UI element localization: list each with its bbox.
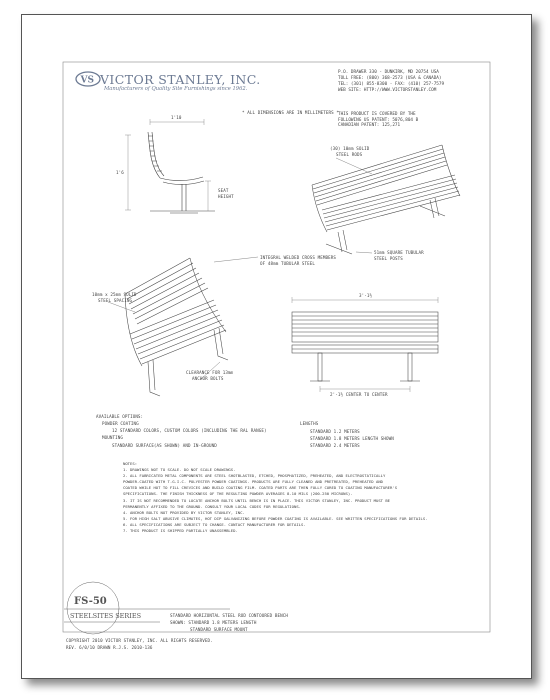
rods-callout: (30) 10mm SOLID (330, 146, 370, 151)
cross-members-callout: OF 48mm TUBULAR STEEL (260, 261, 316, 266)
seat-height-label: HEIGHT (218, 194, 234, 199)
patent-block (338, 112, 418, 129)
length-item: STANDARD 2.4 METERS (310, 443, 360, 448)
length-item: STANDARD 1.2 METERS (310, 429, 360, 434)
contact-line: TEL: (301) 855-8300 - FAX: (410) 257-7579 (338, 82, 445, 88)
side-view-diagram (125, 119, 215, 213)
lengths-heading: LENGTHS (300, 421, 319, 426)
patent-line: FOLLOWING US PATENT: 5076,804 B (338, 117, 419, 123)
note-item: SPECIFICATIONS. THE FINISH THICKNESS OF THE RESULTING POWDER AVERAGES 8-10 MILS (200-250 MICRONS). (123, 491, 353, 497)
posts-callout: 51mm SQUARE TUBULAR (374, 250, 424, 255)
svg-text:VS: VS (80, 75, 94, 86)
note-item: 2. ALL FABRICATED METAL COMPONENTS ARE STEEL SHOTBLASTED, ETCHED, PHOSPHATIZED, PREHEATED, AND ELECTROSTATICALLY (123, 473, 386, 479)
note-item: 5. FOR HIGH SALT ABUSIVE CLIMATES, HOT DIP GALVANIZING BEFORE POWDER COATING IS AVAILABLE. SEE WRITTEN SPECIFICATIONS FOR DETAILS. (123, 515, 428, 521)
posts-callout: STEEL POSTS (374, 256, 403, 261)
description-line: STANDARD HORIZONTAL STEEL ROD CONTOURED BENCH (170, 613, 288, 618)
contact-block (338, 70, 444, 94)
model-number: FS-50 (74, 596, 107, 607)
side-height-dimension: 1'6 (116, 170, 124, 175)
note-item: PERMANENTLY AFFIXED TO THE GROUND. CONSULT YOUR LOCAL CODES FOR REGULATIONS. (123, 503, 302, 509)
contact-line: P.O. DRAWER 330 - DUNKIRK, MD 20754 USA (338, 70, 439, 75)
mounting-heading: MOUNTING (102, 435, 123, 440)
cross-members-callout: INTEGRAL WELDED CROSS MEMBERS (260, 255, 337, 260)
mounting-detail: STANDARD SURFACE(AS SHOWN) AND IN-GROUND (112, 443, 217, 448)
spacing-callout: 10mm x 25mm SOLID (92, 292, 137, 297)
center-dimension: 2'-1½ CENTER TO CENTER (330, 392, 388, 397)
drawing-frame (63, 62, 490, 632)
note-item: 7. THIS PRODUCT IS SHIPPED PARTIALLY UNASSEMBLED. (123, 528, 238, 534)
notes-section (123, 461, 428, 534)
spacing-callout: STEEL SPACING (98, 298, 133, 303)
series-name: STEELSITES SERIES (70, 612, 142, 620)
note-item: POWDER-COATED WITH T.G.I.C. POLYESTER POWDER COATINGS. PRODUCTS ARE FULLY CLEANED AND PRETREATED, PREHEATED AND (123, 479, 384, 485)
contact-line: TOLL FREE: (800) 368-2573 (USA & CANADA) (338, 76, 442, 82)
rods-callout: STEEL RODS (336, 152, 363, 157)
description-line: STANDARD SURFACE MOUNT (190, 627, 248, 632)
vs-logo-icon (76, 72, 100, 86)
note-item: 1. DRAWINGS NOT TO SCALE. DO NOT SCALE DRAWINGS. (123, 467, 236, 473)
dimensions-note: * ALL DIMENSIONS ARE IN MILLIMETERS * (242, 110, 339, 115)
revision: REV. 6/0/10 DRAWN R.J.S. 2010-136 (66, 645, 153, 650)
note-item: 6. ALL SPECIFICATIONS ARE SUBJECT TO CHANGE. CONTACT MANUFACTURER FOR DETAILS. (123, 521, 306, 527)
length-dimension: 3'-1½ (359, 293, 373, 298)
description-line: SHOWN: STANDARD 1.8 METERS LENGTH (170, 620, 257, 625)
front-view-diagram (292, 297, 438, 392)
length-item: STANDARD 1.8 METERS LENGTH SHOWN (310, 436, 394, 441)
perspective-view-diagram (108, 257, 258, 396)
side-width-dimension: 1'10 (171, 115, 182, 120)
powder-coating-heading: POWDER COATING (102, 421, 139, 426)
options-heading: AVAILABLE OPTIONS: (96, 414, 144, 419)
patent-line: THIS PRODUCT IS COVERED BY THE (338, 112, 416, 117)
note-item: COATED WHILE HOT TO FILL CREVICES AND BUILD COATING FILM. COATED PARTS ARE THEN FULLY CURED TO COATING MANUFACTURER'S (123, 485, 398, 491)
seat-height-label: SEAT (218, 188, 229, 193)
copyright: COPYRIGHT 2010 VICTOR STANLEY, INC. ALL RIGHTS RESERVED. (66, 638, 213, 643)
notes-heading: NOTES: (123, 461, 138, 466)
clearance-callout: ANCHOR BOLTS (192, 376, 224, 381)
patent-line: CANADIAN PATENT: 125,271 (338, 123, 401, 129)
contact-line: WEB SITE: HTTP://WWW.VICTORSTANLEY.COM (338, 88, 437, 94)
note-item: 4. ANCHOR BOLTS NOT PROVIDED BY VICTOR STANLEY, INC. (123, 509, 245, 515)
company-tagline: Manufacturers of Quality Site Furnishings since 1962. (104, 86, 248, 92)
note-item: 3. IT IS NOT RECOMMENDED TO LOCATE ANCHOR BOLTS UNTIL BENCH IS IN PLACE. THIS VICTOR STANLEY, INC. PRODUCT MUST BE (123, 497, 391, 503)
isometric-view-diagram (312, 145, 460, 254)
clearance-callout: CLEARANCE FOR 13mm (186, 370, 234, 375)
powder-coating-detail: 12 STANDARD COLORS, CUSTOM COLORS (INCLUDING THE RAL RANGE) (112, 428, 267, 433)
company-name: VICTOR STANLEY, INC. (100, 72, 261, 87)
